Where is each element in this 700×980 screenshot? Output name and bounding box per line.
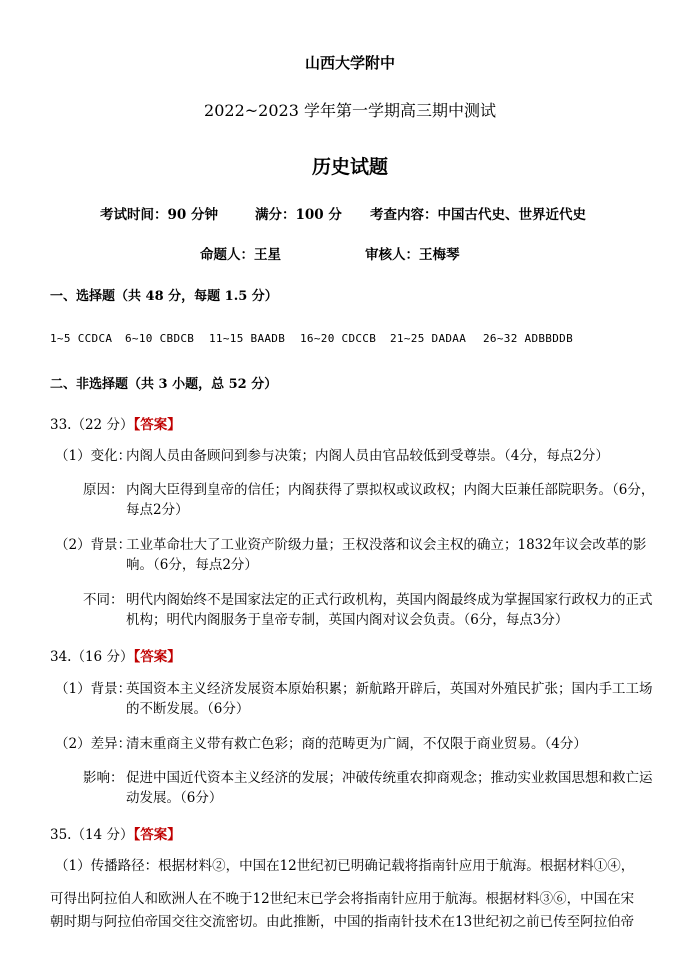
exam-term: 2022~2023 学年第一学期高三期中测试 xyxy=(204,101,496,120)
question-33-heading xyxy=(50,413,181,433)
q33-part2-label: （2）背景： xyxy=(55,537,132,553)
q33-reason-label: 原因： xyxy=(83,482,124,498)
q33-diff-label: 不同： xyxy=(83,592,124,608)
q33-part1-label: （1）变化： xyxy=(55,448,132,464)
answer-group: 6~10 CBDCB xyxy=(125,332,195,345)
question-35-heading xyxy=(50,823,181,843)
exam-content: 考查内容：中国古代史、世界近代史 xyxy=(370,207,586,223)
q33-part1-text: 内阁人员由备顾问到参与决策；内阁人员由官品较低到受尊崇。（4分，每点2分） xyxy=(126,448,609,464)
answer-group: 1~5 CCDCA xyxy=(50,332,113,345)
answer-group: 26~32 ADBBDDB xyxy=(483,332,573,345)
answer-group: 11~15 BAADB xyxy=(209,332,286,345)
q34-effect-text: 促进中国近代资本主义经济的发展；冲破传统重农抑商观念；推动实业救国思想和救亡运动发展。（6分） xyxy=(126,770,653,806)
q35-paragraph-line: （1）传播路径：根据材料②，中国在12世纪初已明确记载将指南针应用于航海。根据材料①④， xyxy=(55,858,635,874)
q34-effect-label: 影响： xyxy=(83,770,124,786)
question-number: 33.（22 分） xyxy=(50,417,134,433)
q35-paragraph-line: 可得出阿拉伯人和欧洲人在不晚于12世纪末已学会将指南针应用于航海。根据材料③⑥，中国在宋 xyxy=(50,891,635,907)
question-34-heading xyxy=(50,645,181,665)
q33-diff-text: 明代内阁始终不是国家法定的正式行政机构，英国内阁最终成为掌握国家行政权力的正式机构；明代内阁服务于皇帝专制，英国内阁对议会负责。（6分，每点3分） xyxy=(126,592,653,628)
answer-tag: 【答案】 xyxy=(133,827,181,843)
reviewer: 审核人：王梅琴 xyxy=(365,247,460,263)
q35-paragraph-line: 朝时期与阿拉伯帝国交往交流密切。由此推断，中国的指南针技术在13世纪初之前已传至阿拉伯帝 xyxy=(50,914,635,930)
answer-tag: 【答案】 xyxy=(133,649,181,665)
exam-time: 考试时间：90 分钟 xyxy=(100,207,218,223)
q34-part2-text: 清末重商主义带有救亡色彩；商的范畴更为广阔，不仅限于商业贸易。（4分） xyxy=(126,736,587,752)
q34-part1-text: 英国资本主义经济发展资本原始积累；新航路开辟后，英国对外殖民扩张；国内手工工场的不断发展。（6分） xyxy=(126,681,653,717)
section2-title: 二、非选择题（共 3 小题，总 52 分） xyxy=(50,377,278,392)
answer-group: 21~25 DADAA xyxy=(390,332,467,345)
question-number: 35.（14 分） xyxy=(50,827,134,843)
section1-title: 一、选择题（共 48 分，每题 1.5 分） xyxy=(50,289,278,304)
answer-group: 16~20 CDCCB xyxy=(300,332,377,345)
setter: 命题人：王星 xyxy=(200,247,281,263)
q34-part1-label: （1）背景： xyxy=(55,681,132,697)
q33-reason-text: 内阁大臣得到皇帝的信任；内阁获得了票拟权或议政权；内阁大臣兼任部院职务。（6分，每点2分） xyxy=(126,482,655,518)
question-number: 34.（16 分） xyxy=(50,649,134,665)
q34-part2-label: （2）差异： xyxy=(55,736,132,752)
exam-score: 满分：100 分 xyxy=(255,207,342,223)
q33-part2-text: 工业革命壮大了工业资产阶级力量；王权没落和议会主权的确立；1832年议会改革的影响。（6分，每点2分） xyxy=(126,537,647,573)
school-name: 山西大学附中 xyxy=(304,54,395,72)
answer-tag: 【答案】 xyxy=(133,417,181,433)
page-title: 历史试题 xyxy=(311,156,388,178)
